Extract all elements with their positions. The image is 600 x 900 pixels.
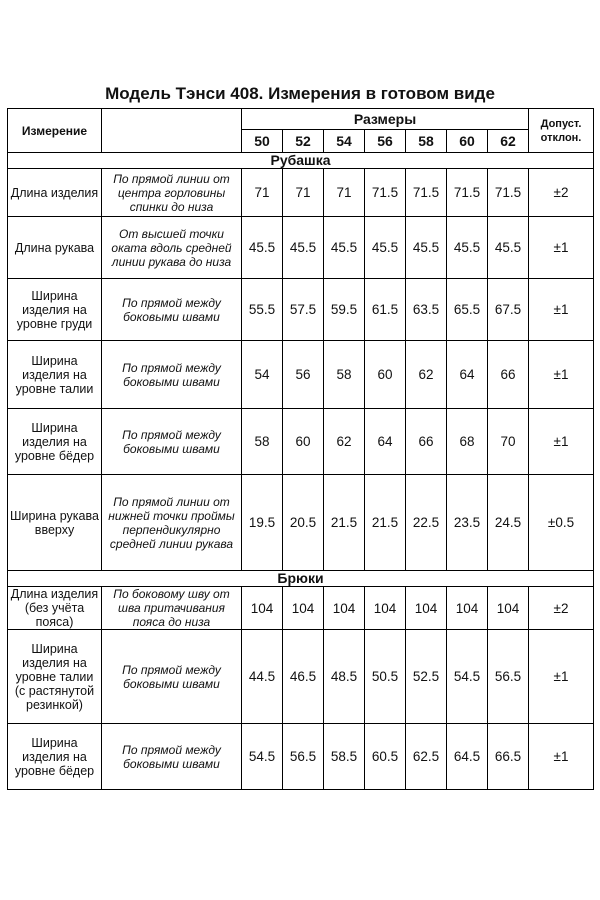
tolerance-value: ±1: [529, 409, 594, 475]
size-value: 60: [283, 409, 324, 475]
size-value: 62.5: [406, 724, 447, 790]
size-value: 71.5: [406, 169, 447, 217]
size-value: 54: [242, 341, 283, 409]
size-value: 45.5: [447, 217, 488, 279]
measurement-method: По прямой между боковыми швами: [102, 724, 242, 790]
tolerance-value: ±2: [529, 587, 594, 630]
header-size-60: 60: [447, 130, 488, 153]
size-value: 59.5: [324, 279, 365, 341]
size-value: 20.5: [283, 475, 324, 571]
size-value: 70: [488, 409, 529, 475]
measurement-method: По прямой между боковыми швами: [102, 409, 242, 475]
size-value: 104: [406, 587, 447, 630]
size-value: 104: [488, 587, 529, 630]
table-row: [8, 217, 594, 279]
measurement-method: По прямой между боковыми швами: [102, 279, 242, 341]
measurement-method: По прямой линии от центра горловины спинки до низа: [102, 169, 242, 217]
size-value: 61.5: [365, 279, 406, 341]
measurement-name: Длина рукава: [8, 217, 102, 279]
size-value: 50.5: [365, 630, 406, 724]
table-row: [8, 587, 594, 630]
header-tolerance: Допуст. отклон.: [529, 109, 594, 153]
size-value: 62: [324, 409, 365, 475]
size-value: 104: [365, 587, 406, 630]
size-value: 58.5: [324, 724, 365, 790]
tolerance-value: ±1: [529, 630, 594, 724]
size-value: 45.5: [283, 217, 324, 279]
table-row: [8, 724, 594, 790]
size-value: 104: [447, 587, 488, 630]
size-value: 62: [406, 341, 447, 409]
header-size-58: 58: [406, 130, 447, 153]
table-row: [8, 169, 594, 217]
header-measurement: Измерение: [8, 109, 102, 153]
size-value: 56: [283, 341, 324, 409]
size-value: 104: [242, 587, 283, 630]
size-value: 55.5: [242, 279, 283, 341]
size-value: 71: [324, 169, 365, 217]
size-value: 22.5: [406, 475, 447, 571]
size-value: 64.5: [447, 724, 488, 790]
size-value: 23.5: [447, 475, 488, 571]
size-value: 64: [365, 409, 406, 475]
size-value: 45.5: [242, 217, 283, 279]
size-value: 52.5: [406, 630, 447, 724]
size-value: 71: [242, 169, 283, 217]
size-value: 65.5: [447, 279, 488, 341]
size-value: 21.5: [365, 475, 406, 571]
header-size-50: 50: [242, 130, 283, 153]
tolerance-value: ±1: [529, 217, 594, 279]
size-value: 56.5: [488, 630, 529, 724]
size-value: 58: [242, 409, 283, 475]
tolerance-value: ±2: [529, 169, 594, 217]
table-row: [8, 279, 594, 341]
header-size-52: 52: [283, 130, 324, 153]
size-value: 60: [365, 341, 406, 409]
measurement-name: Ширина изделия на уровне бёдер: [8, 409, 102, 475]
size-value: 71.5: [365, 169, 406, 217]
size-value: 45.5: [324, 217, 365, 279]
size-value: 45.5: [406, 217, 447, 279]
size-value: 71: [283, 169, 324, 217]
size-value: 60.5: [365, 724, 406, 790]
table-row: [8, 475, 594, 571]
page-title: Модель Тэнси 408. Измерения в готовом виде: [105, 84, 495, 103]
size-value: 58: [324, 341, 365, 409]
size-value: 44.5: [242, 630, 283, 724]
size-value: 21.5: [324, 475, 365, 571]
tolerance-value: ±1: [529, 279, 594, 341]
tolerance-value: ±1: [529, 341, 594, 409]
size-value: 104: [324, 587, 365, 630]
section-title: Рубашка: [8, 153, 594, 169]
table-row: [8, 409, 594, 475]
tolerance-value: ±1: [529, 724, 594, 790]
measurement-method: По прямой между боковыми швами: [102, 630, 242, 724]
header-sizes: Размеры: [242, 109, 529, 130]
size-value: 64: [447, 341, 488, 409]
measurement-method: По прямой между боковыми швами: [102, 341, 242, 409]
size-value: 19.5: [242, 475, 283, 571]
size-value: 54.5: [447, 630, 488, 724]
size-value: 67.5: [488, 279, 529, 341]
section-header: [8, 153, 594, 169]
measurement-name: Длина изделия: [8, 169, 102, 217]
size-value: 68: [447, 409, 488, 475]
size-value: 48.5: [324, 630, 365, 724]
size-value: 66: [406, 409, 447, 475]
size-value: 66: [488, 341, 529, 409]
size-value: 57.5: [283, 279, 324, 341]
size-value: 71.5: [488, 169, 529, 217]
measurement-name: Ширина рукава вверху: [8, 475, 102, 571]
measurement-name: Ширина изделия на уровне талии (с растянутой резинкой): [8, 630, 102, 724]
size-value: 54.5: [242, 724, 283, 790]
measurements-table: [7, 108, 594, 790]
size-value: 104: [283, 587, 324, 630]
table-row: [8, 341, 594, 409]
size-value: 45.5: [365, 217, 406, 279]
measurement-method: По прямой линии от нижней точки проймы перпендикулярно средней линии рукава: [102, 475, 242, 571]
size-value: 66.5: [488, 724, 529, 790]
measurement-name: Длина изделия (без учёта пояса): [8, 587, 102, 630]
measurement-name: Ширина изделия на уровне груди: [8, 279, 102, 341]
table-row: [8, 630, 594, 724]
size-value: 71.5: [447, 169, 488, 217]
measurement-method: По боковому шву от шва притачивания пояса до низа: [102, 587, 242, 630]
size-value: 63.5: [406, 279, 447, 341]
header-size-56: 56: [365, 130, 406, 153]
tolerance-value: ±0.5: [529, 475, 594, 571]
size-value: 56.5: [283, 724, 324, 790]
header-size-54: 54: [324, 130, 365, 153]
size-value: 24.5: [488, 475, 529, 571]
measurement-name: Ширина изделия на уровне талии: [8, 341, 102, 409]
section-title: Брюки: [8, 571, 594, 587]
measurement-method: От высшей точки оката вдоль средней линии рукава до низа: [102, 217, 242, 279]
size-value: 46.5: [283, 630, 324, 724]
measurement-name: Ширина изделия на уровне бёдер: [8, 724, 102, 790]
header-size-62: 62: [488, 130, 529, 153]
header-method-blank: [102, 109, 242, 153]
section-header: [8, 571, 594, 587]
size-value: 45.5: [488, 217, 529, 279]
